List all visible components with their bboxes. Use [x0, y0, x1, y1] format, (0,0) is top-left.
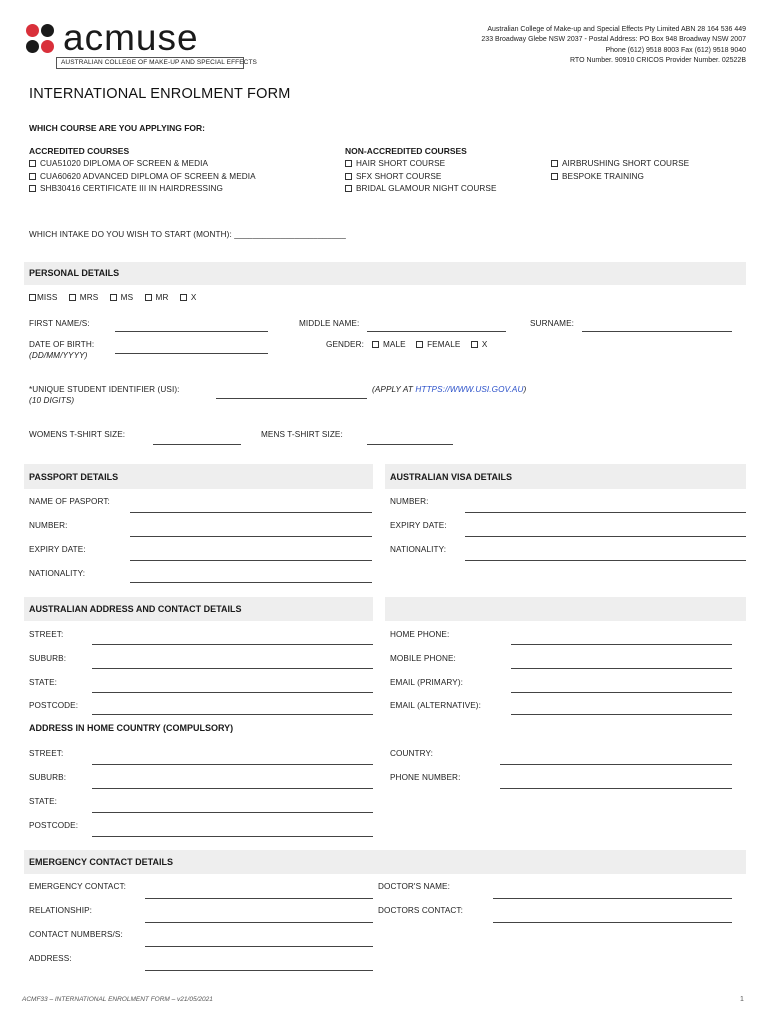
gender-label: GENDER:	[326, 340, 365, 349]
passport-expiry-field[interactable]	[130, 560, 372, 561]
emergency-label: ADDRESS:	[29, 954, 72, 963]
visa-heading: AUSTRALIAN VISA DETAILS	[390, 472, 513, 482]
logo-tagline: AUSTRALIAN COLLEGE OF MAKE-UP AND SPECIAL EFFECTS	[56, 57, 244, 69]
passport-name-field[interactable]	[130, 512, 372, 513]
mens-shirt-field[interactable]	[367, 444, 453, 445]
course-option[interactable]: HAIR SHORT COURSE	[345, 159, 445, 168]
contact-label: EMAIL (ALTERNATIVE):	[390, 701, 482, 710]
personal-heading: PERSONAL DETAILS	[29, 268, 120, 278]
au-postcode-field[interactable]	[92, 714, 373, 715]
middle-name-field[interactable]	[367, 331, 506, 332]
usi-label: *UNIQUE STUDENT IDENTIFIER (USI):	[29, 385, 180, 394]
home-country-label: COUNTRY:	[390, 749, 433, 758]
mobile-phone-field[interactable]	[511, 668, 732, 669]
emergency-label: CONTACT NUMBERS/S:	[29, 930, 123, 939]
home-suburb-field[interactable]	[92, 788, 373, 789]
contact-label: MOBILE PHONE:	[390, 654, 456, 663]
middle-name-label: MIDDLE NAME:	[299, 319, 360, 328]
course-option[interactable]: CUA60620 ADVANCED DIPLOMA OF SCREEN & MEDIA	[29, 172, 256, 181]
home-address-heading: ADDRESS IN HOME COUNTRY (COMPULSORY)	[29, 723, 234, 733]
checkbox-icon[interactable]	[551, 160, 558, 167]
home-phone-label: PHONE NUMBER:	[390, 773, 461, 782]
au-street-field[interactable]	[92, 644, 373, 645]
checkbox-icon[interactable]	[372, 341, 379, 348]
course-option[interactable]: BRIDAL GLAMOUR NIGHT COURSE	[345, 184, 497, 193]
address-line: 233 Broadway Glebe NSW 2037 - Postal Address: PO Box 948 Broadway NSW 2007	[481, 36, 746, 44]
home-address-label: SUBURB:	[29, 773, 67, 782]
dob-label: DATE OF BIRTH:	[29, 340, 95, 349]
emergency-label: EMERGENCY CONTACT:	[29, 882, 127, 891]
au-suburb-field[interactable]	[92, 668, 373, 669]
dob-field[interactable]	[115, 353, 268, 354]
womens-shirt-label: WOMENS T-SHIRT SIZE:	[29, 430, 126, 439]
passport-field-label: NATIONALITY:	[29, 569, 86, 578]
home-address-label: POSTCODE:	[29, 821, 79, 830]
checkbox-icon[interactable]	[345, 185, 352, 192]
section-band	[24, 262, 746, 285]
checkbox-icon[interactable]	[345, 173, 352, 180]
address-line: Australian College of Make-up and Special Effects Pty Limited ABN 28 164 536 449	[487, 26, 746, 33]
au-address-label: STATE:	[29, 678, 58, 687]
form-title: INTERNATIONAL ENROLMENT FORM	[29, 86, 291, 102]
contact-label: EMAIL (PRIMARY):	[390, 678, 464, 687]
visa-number-field[interactable]	[465, 512, 746, 513]
address-line: Phone (612) 9518 8003 Fax (612) 9518 9040	[605, 46, 746, 54]
first-name-field[interactable]	[115, 331, 268, 332]
usi-apply-note: (APPLY AT HTTPS://WWW.USI.GOV.AU)	[372, 385, 527, 394]
acmuse-logo	[26, 17, 257, 70]
visa-field-label: EXPIRY DATE:	[390, 521, 447, 530]
au-address-label: STREET:	[29, 630, 64, 639]
email-primary-field[interactable]	[511, 692, 732, 693]
course-option[interactable]: CUA51020 DIPLOMA OF SCREEN & MEDIA	[29, 159, 208, 168]
title-option-mr[interactable]: MR	[145, 293, 169, 302]
checkbox-icon[interactable]	[29, 173, 36, 180]
college-address-block	[481, 25, 746, 66]
gender-option-male[interactable]: MALE	[372, 340, 406, 349]
checkbox-icon[interactable]	[471, 341, 478, 348]
relationship-field[interactable]	[145, 922, 373, 923]
visa-expiry-field[interactable]	[465, 536, 746, 537]
course-option[interactable]: SFX SHORT COURSE	[345, 172, 441, 181]
au-address-label: POSTCODE:	[29, 701, 79, 710]
checkbox-icon[interactable]	[29, 185, 36, 192]
non-accredited-heading: NON-ACCREDITED COURSES	[345, 146, 467, 156]
usi-digits: (10 DIGITS)	[29, 396, 75, 405]
page-number: 1	[740, 996, 744, 1003]
passport-heading: PASSPORT DETAILS	[29, 472, 119, 482]
course-option[interactable]: SHB30416 CERTIFICATE III IN HAIRDRESSING	[29, 184, 223, 193]
surname-label: SURNAME:	[530, 319, 575, 328]
visa-nationality-field[interactable]	[465, 560, 746, 561]
au-address-label: SUBURB:	[29, 654, 67, 663]
doctor-name-field[interactable]	[493, 898, 732, 899]
first-name-label: FIRST NAME/S:	[29, 319, 90, 328]
checkbox-icon[interactable]	[180, 294, 187, 301]
title-option-miss[interactable]: MISS	[29, 293, 57, 302]
title-option-ms[interactable]: MS	[110, 293, 133, 302]
contact-numbers-field[interactable]	[145, 946, 373, 947]
logo-dot-icon	[26, 40, 39, 53]
checkbox-icon[interactable]	[29, 294, 36, 301]
section-band	[385, 597, 746, 621]
passport-number-field[interactable]	[130, 536, 372, 537]
home-phone-field[interactable]	[511, 644, 732, 645]
home-postcode-field[interactable]	[92, 836, 373, 837]
form-code: ACMF33 – INTERNATIONAL ENROLMENT FORM – v21/05/2021	[22, 996, 213, 1003]
checkbox-icon[interactable]	[29, 160, 36, 167]
passport-field-label: NUMBER:	[29, 521, 68, 530]
address-line: RTO Number. 90910 CRICOS Provider Number. 02522B	[570, 56, 746, 64]
home-phone-field[interactable]	[500, 788, 732, 789]
title-option-x[interactable]: X	[180, 293, 197, 302]
checkbox-icon[interactable]	[345, 160, 352, 167]
accredited-heading: ACCREDITED COURSES	[29, 146, 130, 156]
home-address-label: STREET:	[29, 749, 64, 758]
emergency-heading: EMERGENCY CONTACT DETAILS	[29, 857, 174, 867]
title-option-mrs[interactable]: MRS	[69, 293, 99, 302]
course-question: WHICH COURSE ARE YOU APPLYING FOR:	[29, 123, 205, 133]
home-address-label: STATE:	[29, 797, 58, 806]
checkbox-icon[interactable]	[69, 294, 76, 301]
mens-shirt-label: MENS T-SHIRT SIZE:	[261, 430, 343, 439]
surname-field[interactable]	[582, 331, 732, 332]
course-option[interactable]: BESPOKE TRAINING	[551, 172, 644, 181]
home-street-field[interactable]	[92, 764, 373, 765]
passport-field-label: NAME OF PASPORT:	[29, 497, 110, 506]
doctor-name-label: DOCTOR'S NAME:	[378, 882, 450, 891]
usi-link[interactable]: HTTPS://WWW.USI.GOV.AU	[415, 385, 524, 394]
dob-format: (DD/MM/YYYY)	[29, 351, 88, 360]
visa-field-label: NUMBER:	[390, 497, 429, 506]
title-options	[29, 293, 196, 302]
visa-field-label: NATIONALITY:	[390, 545, 447, 554]
contact-label: HOME PHONE:	[390, 630, 450, 639]
doctor-contact-field[interactable]	[493, 922, 732, 923]
gender-option-female[interactable]: FEMALE	[416, 340, 460, 349]
emergency-contact-field[interactable]	[145, 898, 373, 899]
emergency-label: RELATIONSHIP:	[29, 906, 93, 915]
logo-dot-icon	[41, 24, 54, 37]
doctor-contact-label: DOCTORS CONTACT:	[378, 906, 463, 915]
passport-nationality-field[interactable]	[130, 582, 372, 583]
logo-dot-icon	[41, 40, 54, 53]
checkbox-icon[interactable]	[551, 173, 558, 180]
home-country-field[interactable]	[500, 764, 732, 765]
gender-options	[372, 340, 487, 349]
checkbox-icon[interactable]	[145, 294, 152, 301]
au-address-heading: AUSTRALIAN ADDRESS AND CONTACT DETAILS	[29, 604, 242, 614]
checkbox-icon[interactable]	[110, 294, 117, 301]
gender-option-x[interactable]: X	[471, 340, 488, 349]
home-state-field[interactable]	[92, 812, 373, 813]
logo-dot-icon	[26, 24, 39, 37]
intake-field[interactable]: WHICH INTAKE DO YOU WISH TO START (MONTH): ________________________	[29, 230, 346, 239]
womens-shirt-field[interactable]	[153, 444, 241, 445]
passport-field-label: EXPIRY DATE:	[29, 545, 86, 554]
emergency-address-field[interactable]	[145, 970, 373, 971]
logo-wordmark: acmuse	[63, 17, 199, 58]
checkbox-icon[interactable]	[416, 341, 423, 348]
usi-field[interactable]	[216, 398, 367, 399]
course-option[interactable]: AIRBRUSHING SHORT COURSE	[551, 159, 689, 168]
email-alternative-field[interactable]	[511, 714, 732, 715]
au-state-field[interactable]	[92, 692, 373, 693]
